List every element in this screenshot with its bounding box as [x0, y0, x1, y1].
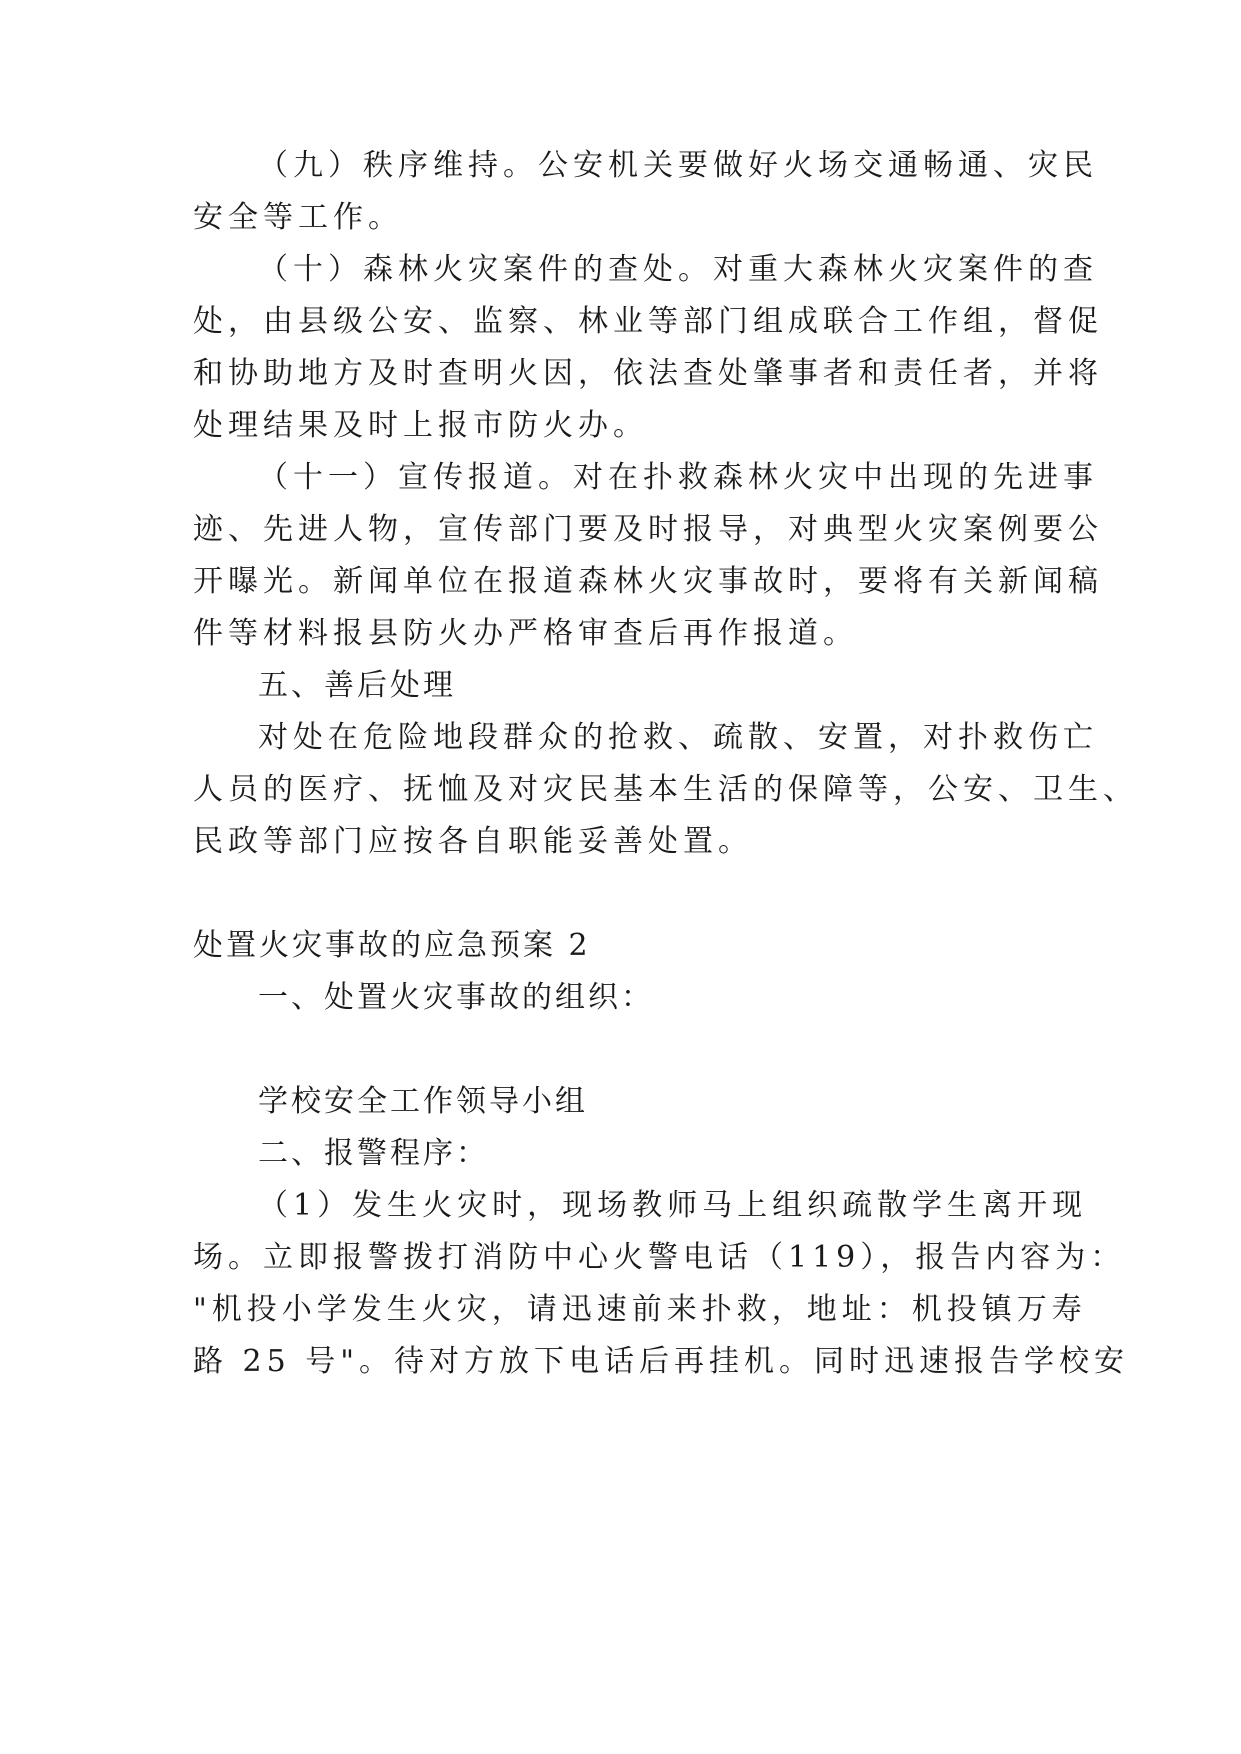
section-heading: 二、报警程序：	[258, 1136, 489, 1171]
document-title: 处置火灾事故的应急预案 2	[193, 928, 591, 963]
paragraph-line: 场。立即报警拨打消防中心火警电话（119），报告内容为：	[193, 1240, 1126, 1275]
paragraph-line: （十一）宣传报道。对在扑救森林火灾中出现的先进事	[258, 460, 1098, 495]
paragraph-line: 开曝光。新闻单位在报道森林火灾事故时，要将有关新闻稿	[193, 564, 1103, 599]
paragraph-line: （1）发生火灾时，现场教师马上组织疏散学生离开现	[258, 1188, 1088, 1223]
paragraph-line: 民政等部门应按各自职能妥善处置。	[193, 824, 753, 859]
paragraph-line: 件等材料报县防火办严格审查后再作报道。	[193, 616, 858, 651]
paragraph-line: 路 25 号"。待对方放下电话后再挂机。同时迅速报告学校安	[193, 1344, 1130, 1379]
paragraph-line: 处，由县级公安、监察、林业等部门组成联合工作组，督促	[193, 304, 1103, 339]
section-heading: 一、处置火灾事故的组织：	[258, 980, 654, 1015]
section-heading: 五、善后处理	[258, 668, 456, 703]
paragraph-line: （九）秩序维持。公安机关要做好火场交通畅通、灾民	[258, 148, 1098, 183]
paragraph-line: "机投小学发生火灾，请迅速前来扑救，地址：机投镇万寿	[193, 1292, 1087, 1327]
paragraph-line: 对处在危险地段群众的抢救、疏散、安置，对扑救伤亡	[258, 720, 1098, 755]
organization-name: 学校安全工作领导小组	[258, 1084, 588, 1119]
paragraph-line: 人员的医疗、抚恤及对灾民基本生活的保障等，公安、卫生、	[193, 772, 1138, 807]
paragraph-line: 迹、先进人物，宣传部门要及时报导，对典型火灾案例要公	[193, 512, 1103, 547]
paragraph-line: 处理结果及时上报市防火办。	[193, 408, 648, 443]
paragraph-line: （十）森林火灾案件的查处。对重大森林火灾案件的查	[258, 252, 1098, 287]
paragraph-line: 和协助地方及时查明火因，依法查处肇事者和责任者，并将	[193, 356, 1103, 391]
paragraph-line: 安全等工作。	[193, 200, 403, 235]
